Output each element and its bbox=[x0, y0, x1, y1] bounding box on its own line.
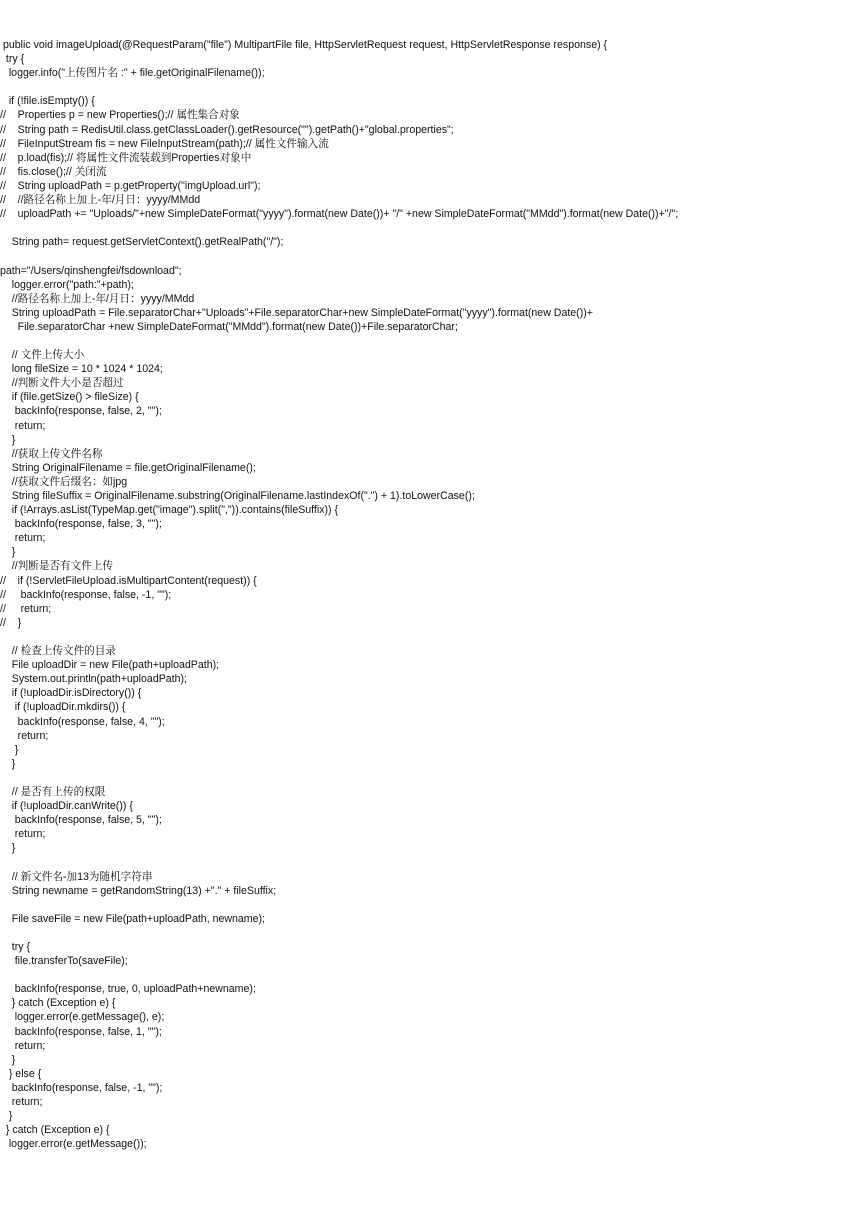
code-line: // return; bbox=[0, 602, 52, 615]
code-line: logger.info("上传图片名 :" + file.getOriginalFilename()); bbox=[0, 67, 265, 80]
code-line: logger.error(e.getMessage()); bbox=[0, 1138, 147, 1151]
code-line: // fis.close();// 关闭流 bbox=[0, 165, 107, 178]
code-line: backInfo(response, true, 0, uploadPath+newname); bbox=[0, 983, 256, 996]
code-line: // uploadPath += "Uploads/"+new SimpleDateFormat("yyyy").format(new Date())+ "/" +new SimpleDateFormat("MMdd").format(new Date())+"/"; bbox=[0, 208, 679, 221]
code-line: backInfo(response, false, 2, ""); bbox=[0, 405, 162, 418]
code-line: // 新文件名-加13为随机字符串 bbox=[0, 870, 153, 883]
code-line: //判断文件大小是否超过 bbox=[0, 377, 124, 390]
code-line: file.transferTo(saveFile); bbox=[0, 955, 128, 968]
code-line: return; bbox=[0, 828, 46, 841]
code-line: File uploadDir = new File(path+uploadPath); bbox=[0, 659, 220, 672]
code-line: } catch (Exception e) { bbox=[0, 997, 116, 1010]
code-line bbox=[0, 968, 868, 982]
code-line: // FileInputStream fis = new FileInputStream(path);// 属性文件输入流 bbox=[0, 137, 329, 150]
code-line: logger.error(e.getMessage(), e); bbox=[0, 1011, 165, 1024]
code-line: logger.error("path:"+path); bbox=[0, 278, 134, 291]
code-line: File saveFile = new File(path+uploadPath, newname); bbox=[0, 912, 265, 925]
code-line: // String path = RedisUtil.class.getClassLoader().getResource("").getPath()+"global.properties"; bbox=[0, 123, 454, 136]
code-line: //路径名称上加上-年/月日：yyyy/MMdd bbox=[0, 292, 195, 305]
code-line: if (!Arrays.asList(TypeMap.get("image").split(",")).contains(fileSuffix)) { bbox=[0, 504, 339, 517]
code-line: // String uploadPath = p.getProperty("imgUpload.url"); bbox=[0, 179, 261, 192]
code-line bbox=[0, 249, 868, 263]
code-line: //判断是否有文件上传 bbox=[0, 560, 114, 573]
code-line: } bbox=[0, 1053, 16, 1066]
code-line bbox=[0, 898, 868, 912]
code-line: // //路径名称上加上-年/月日：yyyy/MMdd bbox=[0, 194, 201, 207]
code-line: System.out.println(path+uploadPath); bbox=[0, 673, 187, 686]
code-line: } bbox=[0, 433, 16, 446]
code-line: try { bbox=[0, 53, 25, 66]
code-line bbox=[0, 926, 868, 940]
code-line: return; bbox=[0, 1039, 46, 1052]
code-line: //获取上传文件名称 bbox=[0, 447, 103, 460]
code-line: } bbox=[0, 757, 16, 770]
code-line: if (file.getSize() > fileSize) { bbox=[0, 391, 139, 404]
code-line: } bbox=[0, 743, 19, 756]
code-line: if (!uploadDir.isDirectory()) { bbox=[0, 687, 142, 700]
code-line: // backInfo(response, false, -1, ""); bbox=[0, 588, 172, 601]
code-line: String OriginalFilename = file.getOriginalFilename(); bbox=[0, 461, 256, 474]
code-line: if (!file.isEmpty()) { bbox=[0, 95, 95, 108]
code-line: //获取文件后缀名：如jpg bbox=[0, 475, 128, 488]
code-line: backInfo(response, false, -1, ""); bbox=[0, 1081, 163, 1094]
code-line: backInfo(response, false, 5, ""); bbox=[0, 814, 162, 827]
code-line: backInfo(response, false, 4, ""); bbox=[0, 715, 165, 728]
code-line bbox=[0, 80, 868, 94]
code-line: return; bbox=[0, 1096, 43, 1109]
code-line bbox=[0, 630, 868, 644]
code-line: backInfo(response, false, 3, ""); bbox=[0, 518, 162, 531]
code-line bbox=[0, 855, 868, 869]
code-line: return; bbox=[0, 532, 46, 545]
code-line bbox=[0, 221, 868, 235]
code-line: // } bbox=[0, 616, 22, 629]
code-line: // 文件上传大小 bbox=[0, 349, 85, 362]
code-line: String path= request.getServletContext().getRealPath("/"); bbox=[0, 236, 284, 249]
code-line: String uploadPath = File.separatorChar+"Uploads"+File.separatorChar+new SimpleDateFormat("yyyy").format(new Date())+ bbox=[0, 306, 593, 319]
code-line: } catch (Exception e) { bbox=[0, 1124, 110, 1137]
code-line: public void imageUpload(@RequestParam("file") MultipartFile file, HttpServletRequest request, HttpServletResponse response) { bbox=[0, 39, 608, 51]
code-line: File.separatorChar +new SimpleDateFormat("MMdd").format(new Date())+File.separatorChar; bbox=[0, 320, 458, 333]
code-line: // if (!ServletFileUpload.isMultipartContent(request)) { bbox=[0, 574, 257, 587]
code-line: } bbox=[0, 1110, 13, 1123]
code-line: return; bbox=[0, 729, 49, 742]
code-line: long fileSize = 10 * 1024 * 1024; bbox=[0, 363, 163, 376]
code-line: try { bbox=[0, 941, 31, 953]
code-line: // 检查上传文件的目录 bbox=[0, 645, 116, 658]
code-line: String fileSuffix = OriginalFilename.substring(OriginalFilename.lastIndexOf(".") + 1).toLowerCase(); bbox=[0, 490, 475, 502]
code-line: // Properties p = new Properties();// 属性集合对象 bbox=[0, 109, 240, 122]
code-document bbox=[0, 38, 868, 1151]
code-line: String newname = getRandomString(13) +"." + fileSuffix; bbox=[0, 884, 277, 897]
code-line: // 是否有上传的权限 bbox=[0, 785, 106, 798]
code-line: if (!uploadDir.canWrite()) { bbox=[0, 800, 133, 813]
code-line: if (!uploadDir.mkdirs()) { bbox=[0, 701, 126, 714]
code-line: } else { bbox=[0, 1067, 42, 1080]
code-line: } bbox=[0, 842, 16, 855]
code-line: backInfo(response, false, 1, ""); bbox=[0, 1025, 162, 1038]
code-line: return; bbox=[0, 419, 46, 432]
code-line bbox=[0, 771, 868, 785]
code-line bbox=[0, 334, 868, 348]
code-line: path="/Users/qinshengfei/fsdownload"; bbox=[0, 264, 182, 277]
code-line: } bbox=[0, 546, 16, 559]
code-line: // p.load(fis);// 将属性文件流装载到Properties对象中 bbox=[0, 151, 252, 164]
